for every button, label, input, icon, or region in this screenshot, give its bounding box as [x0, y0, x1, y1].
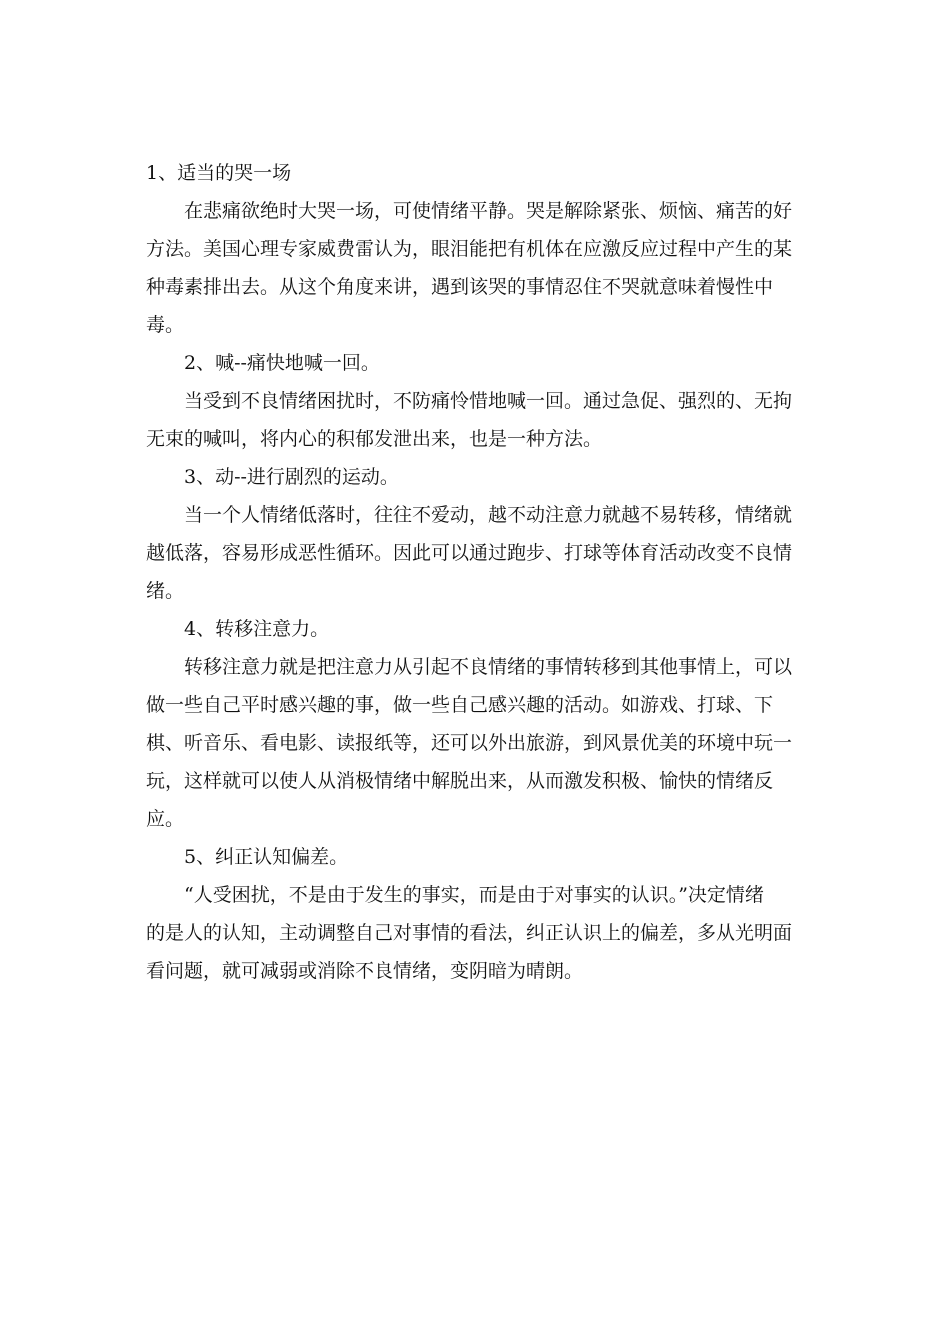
section-3-heading: 3、动--进行剧烈的运动。 — [184, 466, 399, 488]
section-1-line-1: 在悲痛欲绝时大哭一场，可使情绪平静。哭是解除紧张、烦恼、痛苦的好 — [184, 200, 793, 222]
section-1-line-2: 方法。美国心理专家威费雷认为，眼泪能把有机体在应激反应过程中产生的某 — [146, 238, 793, 260]
section-4-line-2: 做一些自己平时感兴趣的事，做一些自己感兴趣的活动。如游戏、打球、下 — [146, 694, 774, 716]
section-5-line-2: 的是人的认知，主动调整自己对事情的看法，纠正认识上的偏差，多从光明面 — [146, 922, 793, 944]
section-2-heading: 2、喊--痛快地喊一回。 — [184, 352, 380, 374]
section-5-line-3: 看问题，就可减弱或消除不良情绪，变阴暗为晴朗。 — [146, 960, 584, 982]
section-5-line-1: “人受困扰，不是由于发生的事实，而是由于对事实的认识。”决定情绪 — [184, 884, 764, 906]
section-4-heading: 4、转移注意力。 — [184, 618, 330, 640]
section-2-line-2: 无束的喊叫，将内心的积郁发泄出来，也是一种方法。 — [146, 428, 603, 450]
section-4-line-1: 转移注意力就是把注意力从引起不良情绪的事情转移到其他事情上，可以 — [184, 656, 793, 678]
section-3-line-1: 当一个人情绪低落时，往往不爱动，越不动注意力就越不易转移，情绪就 — [184, 504, 793, 526]
section-1-line-4: 毒。 — [146, 314, 185, 336]
section-5-heading: 5、纠正认知偏差。 — [184, 846, 349, 868]
section-1-heading: 1、适当的哭一场 — [146, 162, 292, 184]
section-3-line-2: 越低落，容易形成恶性循环。因此可以通过跑步、打球等体育活动改变不良情 — [146, 542, 793, 564]
document-body — [146, 158, 806, 994]
section-3-line-3: 绪。 — [146, 580, 185, 602]
section-4-line-4: 玩，这样就可以使人从消极情绪中解脱出来，从而激发积极、愉快的情绪反 — [146, 770, 774, 792]
section-1-line-3: 种毒素排出去。从这个角度来讲，遇到该哭的事情忍住不哭就意味着慢性中 — [146, 276, 774, 298]
section-4-line-5: 应。 — [146, 808, 185, 830]
section-4-line-3: 棋、听音乐、看电影、读报纸等，还可以外出旅游，到风景优美的环境中玩一 — [146, 732, 793, 754]
section-2-line-1: 当受到不良情绪困扰时，不防痛怜惜地喊一回。通过急促、强烈的、无拘 — [184, 390, 793, 412]
